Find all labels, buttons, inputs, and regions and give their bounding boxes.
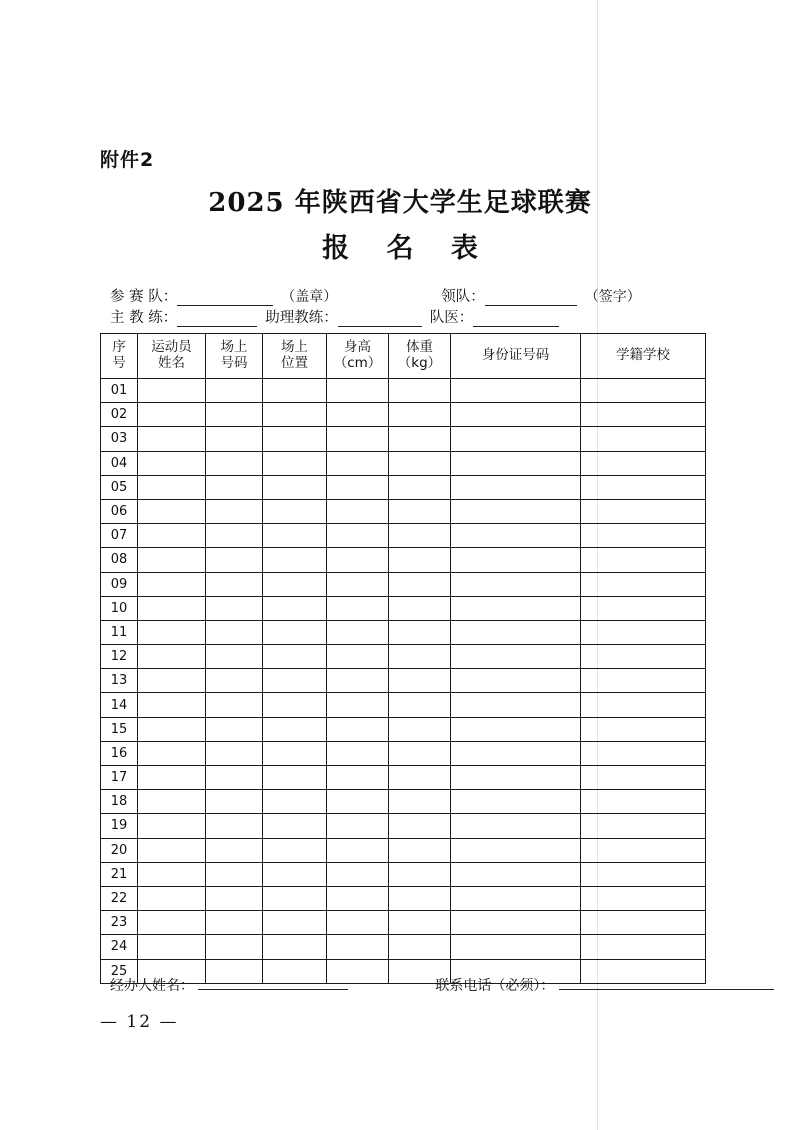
cell-position[interactable] [263,572,327,596]
head-coach-input[interactable] [177,313,257,327]
cell-name[interactable] [138,790,206,814]
cell-number[interactable] [206,862,263,886]
cell-height[interactable] [327,524,389,548]
table-row [101,572,706,596]
cell-height[interactable] [327,548,389,572]
cell-position[interactable] [263,499,327,523]
page-number: — 12 — [100,1012,179,1032]
roster-table [100,333,706,984]
coach-row [110,306,710,327]
cell-position[interactable] [263,524,327,548]
cell-position[interactable] [263,814,327,838]
cell-id_number[interactable] [451,886,581,910]
cell-name[interactable] [138,669,206,693]
footer-fields [110,975,730,995]
cell-number[interactable] [206,427,263,451]
table-row [101,741,706,765]
table-row [101,403,706,427]
phone-label: 联系电话（必须）： [435,978,555,994]
cell-position[interactable] [263,645,327,669]
cell-height[interactable] [327,499,389,523]
table-row [101,669,706,693]
cell-weight[interactable] [389,403,451,427]
cell-school[interactable] [581,693,706,717]
column-header-number: 场上 号码 [206,334,263,379]
cell-weight[interactable] [389,524,451,548]
cell-school[interactable] [581,766,706,790]
cell-school[interactable] [581,911,706,935]
cell-position[interactable] [263,693,327,717]
cell-school[interactable] [581,886,706,910]
handler-input[interactable] [198,976,348,990]
cell-id_number[interactable] [451,790,581,814]
cell-height[interactable] [327,886,389,910]
cell-name[interactable] [138,403,206,427]
cell-number[interactable] [206,911,263,935]
cell-number[interactable] [206,572,263,596]
cell-name[interactable] [138,620,206,644]
cell-height[interactable] [327,717,389,741]
cell-position[interactable] [263,403,327,427]
cell-position[interactable] [263,790,327,814]
cell-position[interactable] [263,620,327,644]
leader-input[interactable] [485,292,577,306]
cell-position[interactable] [263,451,327,475]
cell-name[interactable] [138,596,206,620]
cell-name[interactable] [138,814,206,838]
cell-weight[interactable] [389,572,451,596]
cell-id_number[interactable] [451,379,581,403]
cell-number[interactable] [206,838,263,862]
phone-input[interactable] [559,976,774,990]
row-index-cell: 25 [101,959,138,983]
cell-name[interactable] [138,427,206,451]
cell-weight[interactable] [389,693,451,717]
row-index-cell: 18 [101,790,138,814]
row-index-cell: 05 [101,475,138,499]
cell-id_number[interactable] [451,475,581,499]
cell-weight[interactable] [389,645,451,669]
cell-id_number[interactable] [451,693,581,717]
cell-weight[interactable] [389,451,451,475]
cell-number[interactable] [206,596,263,620]
cell-weight[interactable] [389,935,451,959]
row-index-cell: 24 [101,935,138,959]
column-header-school: 学籍学校 [581,334,706,379]
cell-position[interactable] [263,596,327,620]
cell-id_number[interactable] [451,524,581,548]
cell-id_number[interactable] [451,717,581,741]
row-index-cell: 17 [101,766,138,790]
row-index-cell: 20 [101,838,138,862]
cell-id_number[interactable] [451,766,581,790]
table-row [101,620,706,644]
table-row [101,499,706,523]
cell-number[interactable] [206,886,263,910]
cell-id_number[interactable] [451,451,581,475]
cell-height[interactable] [327,838,389,862]
column-header-id-number: 身份证号码 [451,334,581,379]
cell-number[interactable] [206,379,263,403]
cell-number[interactable] [206,693,263,717]
cell-name[interactable] [138,886,206,910]
table-row [101,790,706,814]
leader-label: 领队： [441,289,485,305]
cell-number[interactable] [206,620,263,644]
cell-height[interactable] [327,596,389,620]
cell-school[interactable] [581,596,706,620]
cell-school[interactable] [581,838,706,862]
cell-position[interactable] [263,911,327,935]
cell-height[interactable] [327,693,389,717]
cell-height[interactable] [327,620,389,644]
cell-number[interactable] [206,548,263,572]
cell-weight[interactable] [389,379,451,403]
cell-school[interactable] [581,814,706,838]
cell-height[interactable] [327,935,389,959]
header-fields [110,285,710,327]
cell-height[interactable] [327,814,389,838]
cell-name[interactable] [138,717,206,741]
table-row [101,645,706,669]
cell-position[interactable] [263,669,327,693]
cell-weight[interactable] [389,814,451,838]
cell-height[interactable] [327,741,389,765]
cell-id_number[interactable] [451,911,581,935]
assistant-coach-input[interactable] [338,313,422,327]
cell-name[interactable] [138,524,206,548]
cell-height[interactable] [327,790,389,814]
cell-weight[interactable] [389,741,451,765]
leader-sign-note: （签字） [584,289,641,305]
cell-height[interactable] [327,451,389,475]
cell-height[interactable] [327,911,389,935]
cell-number[interactable] [206,475,263,499]
cell-weight[interactable] [389,717,451,741]
table-row [101,524,706,548]
row-index-cell: 13 [101,669,138,693]
cell-school[interactable] [581,669,706,693]
row-index-cell: 06 [101,499,138,523]
team-input[interactable] [177,292,273,306]
table-row [101,596,706,620]
cell-id_number[interactable] [451,814,581,838]
row-index-cell: 10 [101,596,138,620]
row-index-cell: 03 [101,427,138,451]
cell-weight[interactable] [389,911,451,935]
cell-weight[interactable] [389,790,451,814]
team-doctor-label: 队医： [429,310,474,326]
table-row [101,717,706,741]
row-index-cell: 02 [101,403,138,427]
table-row [101,935,706,959]
table-row [101,427,706,451]
cell-position[interactable] [263,862,327,886]
cell-name[interactable] [138,911,206,935]
cell-name[interactable] [138,379,206,403]
cell-school[interactable] [581,790,706,814]
cell-id_number[interactable] [451,572,581,596]
cell-number[interactable] [206,935,263,959]
cell-weight[interactable] [389,620,451,644]
cell-id_number[interactable] [451,645,581,669]
cell-name[interactable] [138,572,206,596]
cell-number[interactable] [206,790,263,814]
row-index-cell: 01 [101,379,138,403]
cell-weight[interactable] [389,669,451,693]
cell-school[interactable] [581,451,706,475]
page-title: 2025 年陕西省大学生足球联赛 [208,188,592,218]
cell-school[interactable] [581,645,706,669]
cell-position[interactable] [263,741,327,765]
row-index-cell: 15 [101,717,138,741]
cell-id_number[interactable] [451,548,581,572]
cell-number[interactable] [206,669,263,693]
cell-school[interactable] [581,548,706,572]
cell-position[interactable] [263,548,327,572]
cell-position[interactable] [263,766,327,790]
cell-number[interactable] [206,645,263,669]
cell-name[interactable] [138,548,206,572]
cell-height[interactable] [327,379,389,403]
cell-name[interactable] [138,741,206,765]
cell-school[interactable] [581,403,706,427]
table-row [101,814,706,838]
cell-number[interactable] [206,451,263,475]
cell-id_number[interactable] [451,596,581,620]
column-header-position: 场上 位置 [263,334,327,379]
table-row [101,886,706,910]
cell-id_number[interactable] [451,741,581,765]
cell-position[interactable] [263,717,327,741]
cell-school[interactable] [581,572,706,596]
table-row [101,451,706,475]
cell-position[interactable] [263,475,327,499]
cell-name[interactable] [138,645,206,669]
cell-height[interactable] [327,862,389,886]
table-row [101,475,706,499]
cell-number[interactable] [206,499,263,523]
cell-number[interactable] [206,717,263,741]
cell-weight[interactable] [389,596,451,620]
cell-name[interactable] [138,451,206,475]
cell-name[interactable] [138,838,206,862]
handler-label: 经办人姓名： [110,978,194,994]
cell-name[interactable] [138,693,206,717]
row-index-cell: 08 [101,548,138,572]
cell-school[interactable] [581,620,706,644]
cell-id_number[interactable] [451,499,581,523]
cell-position[interactable] [263,379,327,403]
cell-weight[interactable] [389,475,451,499]
cell-name[interactable] [138,862,206,886]
cell-weight[interactable] [389,427,451,451]
column-header-height: 身高 （cm） [327,334,389,379]
assistant-coach-label: 助理教练： [265,310,338,326]
cell-school[interactable] [581,741,706,765]
row-index-cell: 07 [101,524,138,548]
cell-school[interactable] [581,862,706,886]
cell-position[interactable] [263,427,327,451]
team-row [110,285,710,306]
table-row [101,911,706,935]
row-index-cell: 16 [101,741,138,765]
cell-school[interactable] [581,935,706,959]
team-label: 参 赛 队： [110,289,178,305]
cell-height[interactable] [327,766,389,790]
cell-id_number[interactable] [451,669,581,693]
row-index-cell: 04 [101,451,138,475]
cell-height[interactable] [327,645,389,669]
cell-weight[interactable] [389,548,451,572]
cell-name[interactable] [138,935,206,959]
table-header-row [101,334,706,379]
table-row [101,862,706,886]
column-header-name: 运动员 姓名 [138,334,206,379]
cell-id_number[interactable] [451,403,581,427]
row-index-cell: 19 [101,814,138,838]
table-row [101,838,706,862]
cell-number[interactable] [206,403,263,427]
row-index-cell: 09 [101,572,138,596]
cell-position[interactable] [263,935,327,959]
cell-school[interactable] [581,524,706,548]
row-index-cell: 11 [101,620,138,644]
row-index-cell: 23 [101,911,138,935]
cell-weight[interactable] [389,838,451,862]
cell-position[interactable] [263,838,327,862]
row-index-cell: 21 [101,862,138,886]
team-doctor-input[interactable] [473,313,559,327]
cell-number[interactable] [206,814,263,838]
cell-school[interactable] [581,427,706,451]
cell-id_number[interactable] [451,838,581,862]
cell-number[interactable] [206,524,263,548]
cell-name[interactable] [138,766,206,790]
attachment-label: 附件2 [100,149,155,171]
cell-school[interactable] [581,379,706,403]
cell-height[interactable] [327,572,389,596]
page-subtitle: 报 名 表 [322,233,492,264]
cell-name[interactable] [138,499,206,523]
cell-height[interactable] [327,427,389,451]
cell-school[interactable] [581,499,706,523]
cell-height[interactable] [327,669,389,693]
team-seal-note: （盖章） [281,289,338,305]
cell-school[interactable] [581,717,706,741]
column-header-index: 序 号 [101,334,138,379]
cell-weight[interactable] [389,862,451,886]
cell-name[interactable] [138,475,206,499]
cell-weight[interactable] [389,499,451,523]
cell-number[interactable] [206,766,263,790]
row-index-cell: 12 [101,645,138,669]
row-index-cell: 14 [101,693,138,717]
cell-weight[interactable] [389,886,451,910]
cell-id_number[interactable] [451,427,581,451]
table-row [101,766,706,790]
cell-id_number[interactable] [451,935,581,959]
cell-weight[interactable] [389,766,451,790]
cell-id_number[interactable] [451,620,581,644]
roster-table-body [101,379,706,984]
column-header-weight: 体重 （kg） [389,334,451,379]
table-row [101,379,706,403]
cell-height[interactable] [327,403,389,427]
row-index-cell: 22 [101,886,138,910]
cell-position[interactable] [263,886,327,910]
table-row [101,548,706,572]
table-row [101,693,706,717]
cell-id_number[interactable] [451,862,581,886]
cell-number[interactable] [206,741,263,765]
head-coach-label: 主 教 练： [110,310,178,326]
cell-height[interactable] [327,475,389,499]
cell-school[interactable] [581,475,706,499]
